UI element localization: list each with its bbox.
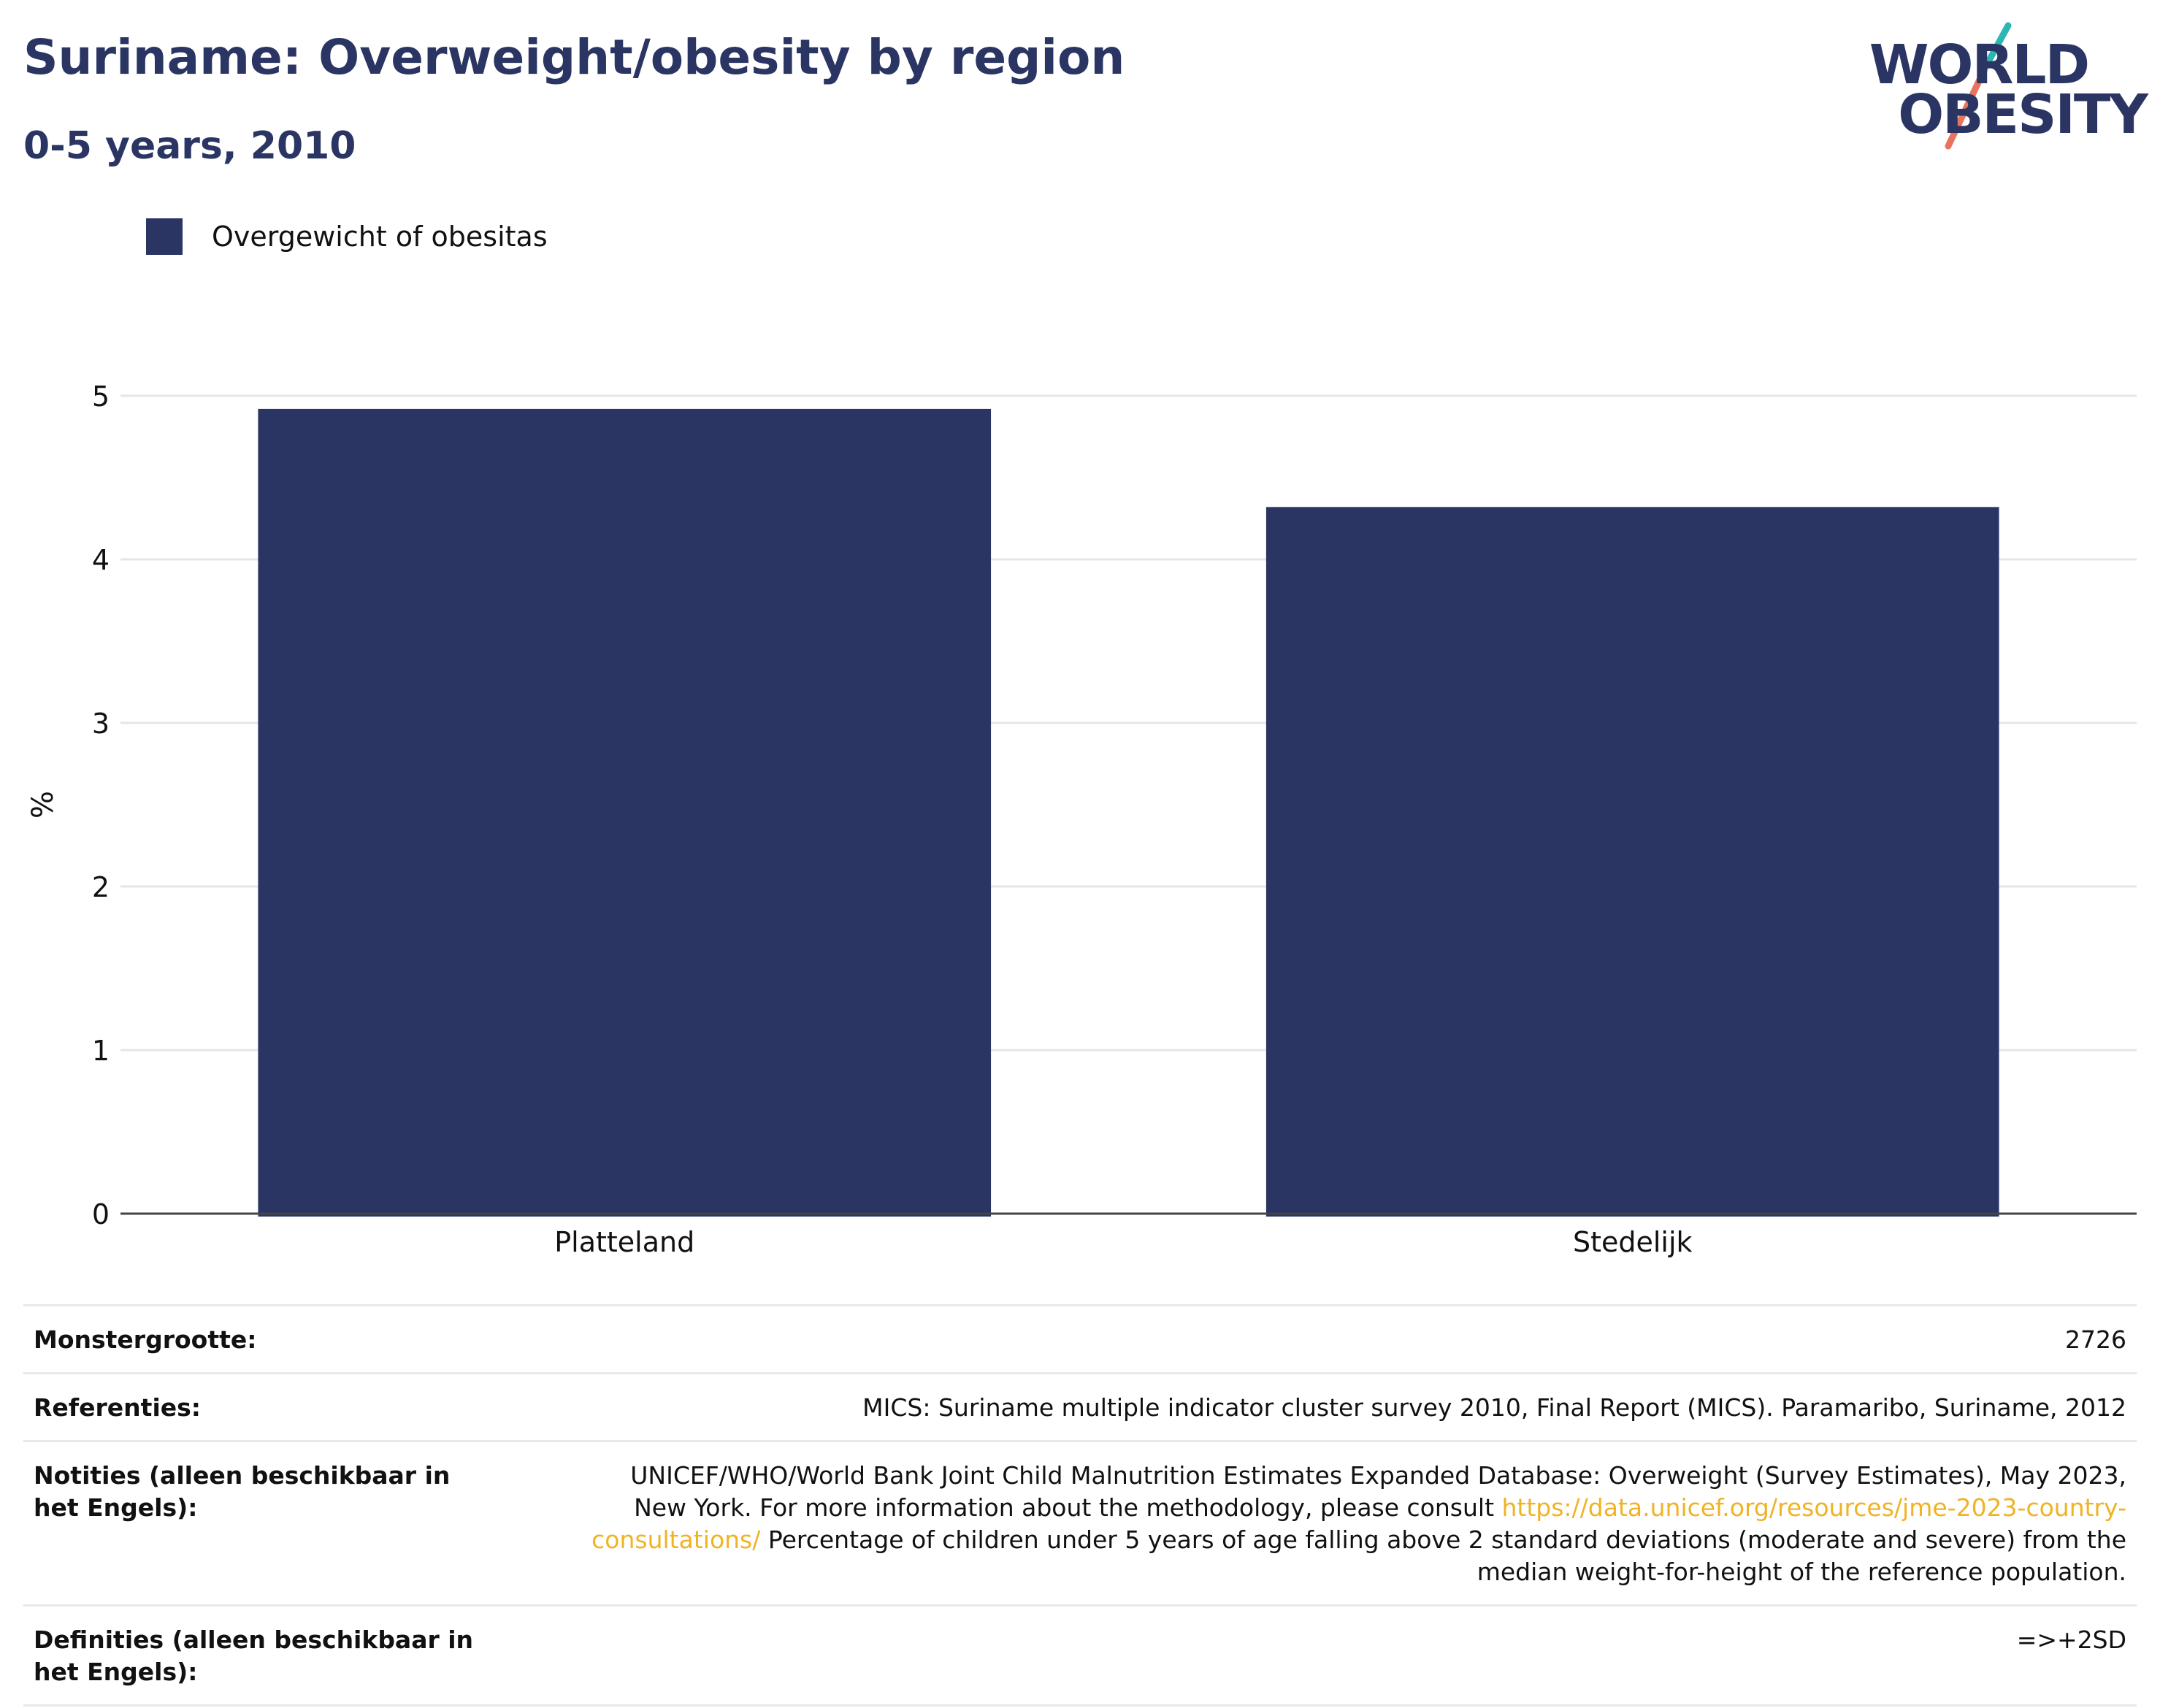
info-row-references [23, 1372, 2137, 1440]
notes-text: UNICEF/WHO/World Bank Joint Child Malnutrition Estimates Expanded Database: Overweight (Survey Estimates), May 2023, New York. For more information about the methodology, please consult [630, 1461, 2126, 1522]
info-value [589, 1460, 2126, 1588]
notes-text-continued: Percentage of children under 5 years of age falling above 2 standard deviations (moderate and severe) from the median weight-for-height of the reference population. [760, 1525, 2126, 1586]
y-tick-label: 1 [91, 1035, 110, 1067]
y-tick-label: 5 [91, 380, 110, 413]
info-label: Definities (alleen beschikbaar in het Engels): [34, 1625, 474, 1686]
info-label: Referenties: [34, 1393, 201, 1422]
x-tick-label: Stedelijk [1572, 1226, 1693, 1258]
bar-chart [0, 351, 2160, 1271]
bar [258, 409, 991, 1217]
info-value: MICS: Suriname multiple indicator cluster survey 2010, Final Report (MICS). Paramaribo, Suriname, 2012 [862, 1393, 2126, 1422]
logo-text-obesity: OBESITY [1898, 83, 2147, 146]
info-label: Monstergrootte: [34, 1325, 257, 1354]
chart-title: Suriname: Overweight/obesity by region [23, 29, 1125, 85]
info-value: 2726 [2065, 1325, 2126, 1354]
info-row-notes [23, 1440, 2137, 1604]
info-value: =>+2SD [2016, 1625, 2126, 1654]
x-tick-label: Platteland [554, 1226, 695, 1258]
legend-label: Overgewicht of obesitas [212, 221, 548, 253]
y-tick-label: 3 [91, 708, 110, 740]
logo-text-world: WORLD [1869, 34, 2088, 96]
info-table [23, 1304, 2137, 1707]
y-tick-label: 0 [91, 1198, 110, 1230]
notes-link[interactable]: https://data.unicef.org/resources/jme-2023-country-consultations/ [591, 1493, 2126, 1554]
info-row-definitions [23, 1604, 2137, 1707]
bar [1266, 507, 1999, 1217]
info-row-sample-size [23, 1304, 2137, 1372]
chart-subtitle: 0-5 years, 2010 [23, 124, 356, 168]
y-tick-label: 4 [91, 544, 110, 576]
y-axis-label: % [26, 790, 60, 819]
info-label: Notities (alleen beschikbaar in het Engels): [34, 1461, 451, 1522]
legend [146, 218, 548, 256]
world-obesity-logo [1869, 22, 2147, 153]
legend-swatch [146, 218, 183, 255]
y-tick-label: 2 [91, 871, 110, 903]
